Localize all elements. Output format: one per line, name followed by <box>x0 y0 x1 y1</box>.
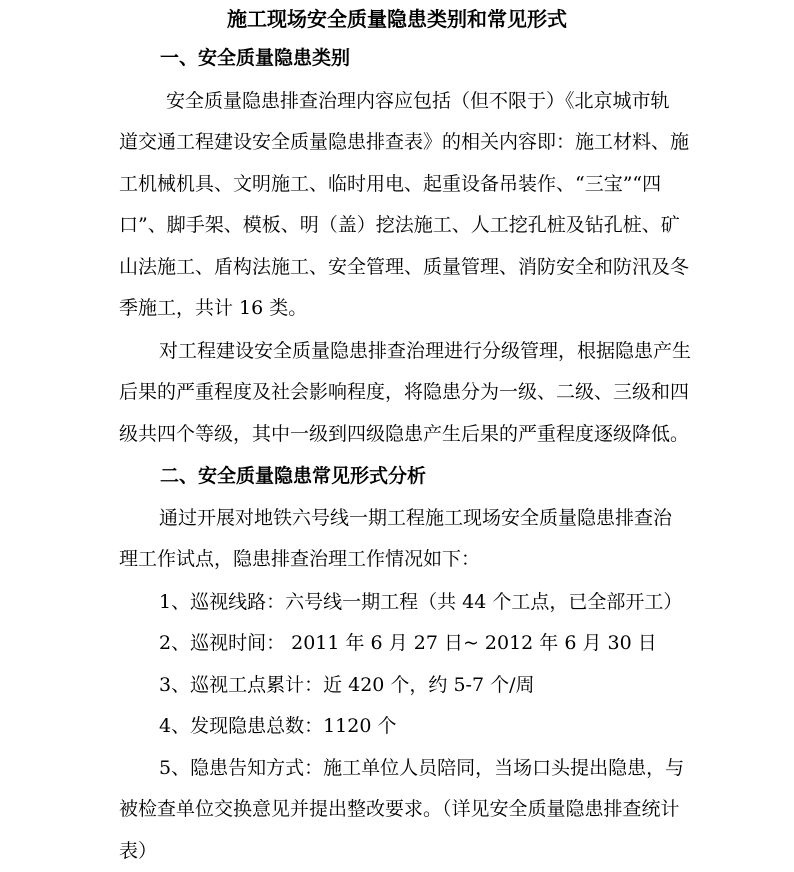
list-item-patrol-period: 2、巡视时间： 2011 年 6 月 27 日~ 2012 年 6 月 30 日 <box>159 632 657 654</box>
list-item-hazards-found: 4、发现隐患总数：1120 个 <box>159 715 397 737</box>
section-heading-categories: 一、安全质量隐患类别 <box>160 47 351 69</box>
paragraph-grading-line-3: 级共四个等级，其中一级到四级隐患产生后果的严重程度逐级降低。 <box>119 423 690 445</box>
paragraph-categories-line-6: 季施工，共计 16 类。 <box>119 297 308 319</box>
section-heading-analysis: 二、安全质量隐患常见形式分析 <box>160 465 427 487</box>
list-item-notification-line-2: 被检查单位交换意见并提出整改要求。（详见安全质量隐患排查统计 <box>119 798 680 820</box>
paragraph-grading-line-2: 后果的严重程度及社会影响程度，将隐患分为一级、二级、三级和四 <box>119 381 690 403</box>
paragraph-analysis-intro-line-1: 通过开展对地铁六号线一期工程施工现场安全质量隐患排查治 <box>159 507 673 529</box>
paragraph-categories-line-5: 山法施工、盾构法施工、安全管理、质量管理、消防安全和防汛及冬 <box>119 256 690 278</box>
paragraph-categories-line-2: 道交通工程建设安全质量隐患排查表》的相关内容即：施工材料、施 <box>119 131 690 153</box>
list-item-patrol-route: 1、巡视线路：六号线一期工程（共 44 个工点，已全部开工） <box>159 591 683 613</box>
list-item-sites-visited: 3、巡视工点累计：近 420 个，约 5-7 个/周 <box>159 674 535 696</box>
paragraph-grading-line-1: 对工程建设安全质量隐患排查治理进行分级管理，根据隐患产生 <box>159 340 692 362</box>
paragraph-categories-line-3: 工机械机具、文明施工、临时用电、起重设备吊装作、“三宝”“四 <box>119 173 662 195</box>
document-title: 施工现场安全质量隐患类别和常见形式 <box>227 7 567 31</box>
list-item-notification-line-3: 表） <box>119 840 158 862</box>
paragraph-analysis-intro-line-2: 理工作试点，隐患排查治理工作情况如下： <box>119 548 481 570</box>
paragraph-categories-line-4: 口”、脚手架、模板、明（盖）挖法施工、人工挖孔桩及钻孔桩、矿 <box>119 214 680 236</box>
paragraph-categories-line-1: 安全质量隐患排查治理内容应包括（但不限于）《北京城市轨 <box>166 90 670 112</box>
list-item-notification-line-1: 5、隐患告知方式：施工单位人员陪同，当场口头提出隐患，与 <box>159 757 685 779</box>
